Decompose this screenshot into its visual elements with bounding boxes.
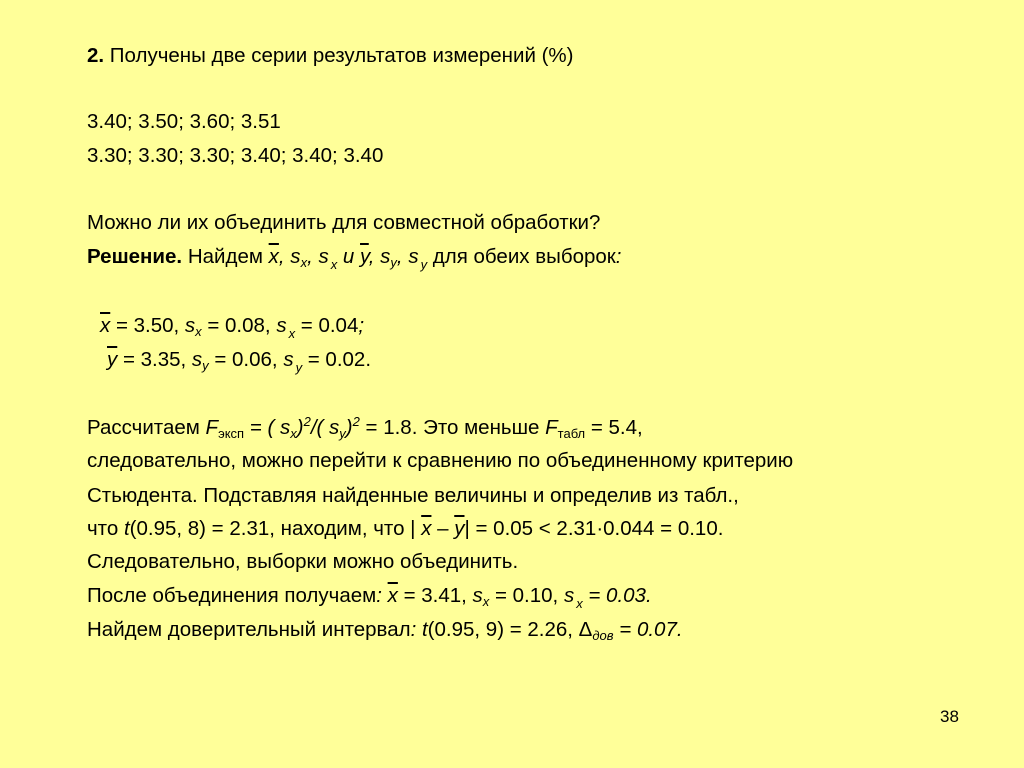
combined-result: После объединения получаем: $\overline{x} = 3.41$, sx = 0.10, s $_x$ = 0.03. xyxy=(87,584,652,611)
series-1: 3.40; 3.50; 3.60; 3.51 xyxy=(87,110,281,133)
conclusion: Следовательно, выборки можно объединить. xyxy=(87,550,519,573)
problem-statement: 2. Получены две серии результатов измерений (%) xyxy=(87,44,574,67)
t-test-line: что t(0.95, 8) = 2.31, находим, что | $\overline{x} - \overline{y}| = 0.05 < 2.31\cdot 0.044 = 0.10$. xyxy=(87,517,724,540)
result-x: $\overline{x} = 3.50$, sx = 0.08, s $_x$ = 0.04; xyxy=(100,314,365,341)
solution-line: Решение. Найдем $\overline{x}$, sx, s $_x$ и $\overline{y}$, sy, s $_y$ для обеих выборок: xyxy=(87,245,622,272)
page-number: 38 xyxy=(940,707,959,726)
f-calculation: Рассчитаем Fэксп = ( sx)$^2$/( sy)$^2$ = 1.8. Это меньше Fтабл = 5.4, xyxy=(87,414,643,441)
text-line-1: следовательно, можно перейти к сравнению по объединенному критерию xyxy=(87,449,794,472)
result-y: $\overline{y} = 3.35$, sy = 0.06, s $_y$ = 0.02. xyxy=(107,348,372,375)
text-line-2: Стьюдента. Подставляя найденные величины и определив из табл., xyxy=(87,484,739,507)
series-2: 3.30; 3.30; 3.30; 3.40; 3.40; 3.40 xyxy=(87,144,384,167)
question: Можно ли их объединить для совместной обработки? xyxy=(87,211,601,234)
confidence-interval: Найдем доверительный интервал: t(0.95, 9) = 2.26, Δдов = 0.07. xyxy=(87,618,683,643)
